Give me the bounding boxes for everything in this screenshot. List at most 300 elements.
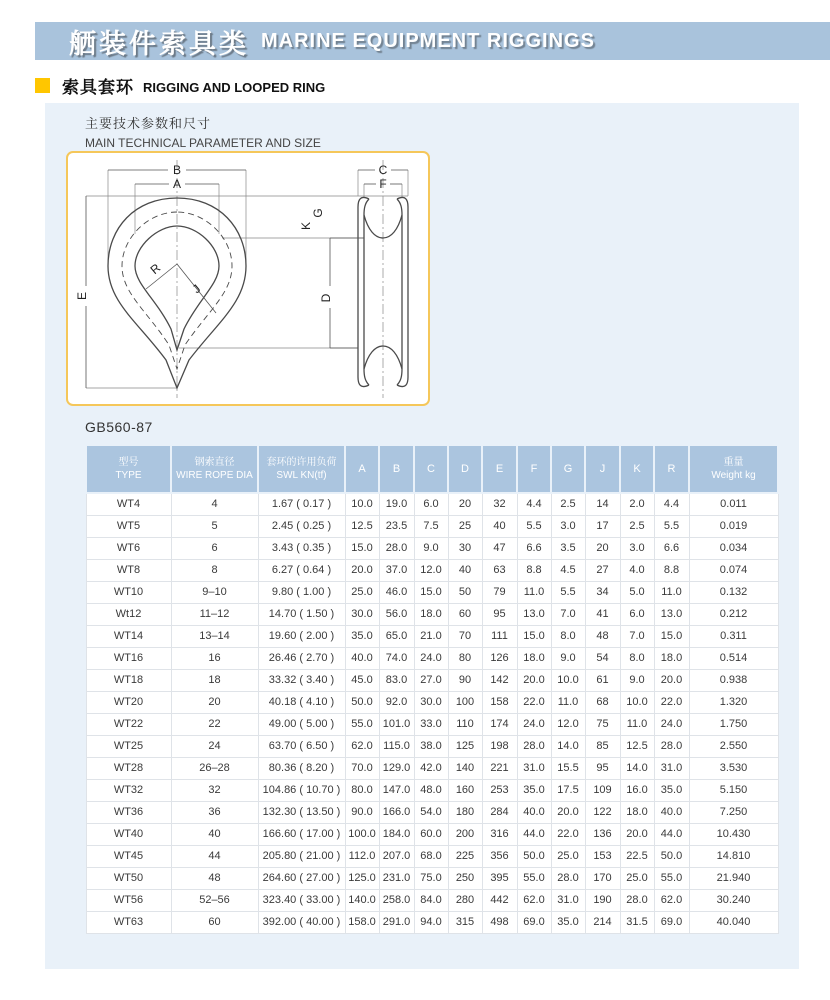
table-cell: 17 xyxy=(585,515,620,537)
table-cell: 27 xyxy=(585,559,620,581)
table-cell: 50.0 xyxy=(345,691,379,713)
table-cell: 13.0 xyxy=(654,603,689,625)
dim-label-r: R xyxy=(147,260,164,278)
table-cell: 21.940 xyxy=(689,867,778,889)
table-cell: 30 xyxy=(448,537,482,559)
table-cell: 46.0 xyxy=(379,581,414,603)
table-cell: 132.30 ( 13.50 ) xyxy=(258,801,345,823)
table-cell: WT50 xyxy=(86,867,171,889)
table-cell: 7.250 xyxy=(689,801,778,823)
table-cell: WT32 xyxy=(86,779,171,801)
table-cell: 2.550 xyxy=(689,735,778,757)
section-title-zh: 索具套环 xyxy=(62,78,134,97)
table-cell: 1.750 xyxy=(689,713,778,735)
table-row xyxy=(86,669,778,691)
table-cell: 54.0 xyxy=(414,801,448,823)
table-cell: 356 xyxy=(482,845,517,867)
table-cell: 316 xyxy=(482,823,517,845)
page-banner xyxy=(35,22,830,60)
table-cell: 18.0 xyxy=(654,647,689,669)
table-row xyxy=(86,691,778,713)
table-cell: 40.0 xyxy=(345,647,379,669)
table-cell: 442 xyxy=(482,889,517,911)
table-cell: 32 xyxy=(171,779,258,801)
table-cell: 231.0 xyxy=(379,867,414,889)
table-cell: 10.0 xyxy=(345,493,379,515)
dim-label-k: K xyxy=(299,221,313,231)
table-cell: 0.074 xyxy=(689,559,778,581)
table-cell: 20.0 xyxy=(517,669,551,691)
table-cell: WT14 xyxy=(86,625,171,647)
table-cell: 225 xyxy=(448,845,482,867)
table-cell: 31.0 xyxy=(654,757,689,779)
table-cell: 90.0 xyxy=(345,801,379,823)
table-cell: 40.18 ( 4.10 ) xyxy=(258,691,345,713)
table-cell: 40 xyxy=(171,823,258,845)
table-cell: 31.0 xyxy=(551,889,585,911)
table-cell: 15.0 xyxy=(517,625,551,647)
table-cell: 8.0 xyxy=(551,625,585,647)
table-cell: 83.0 xyxy=(379,669,414,691)
table-row xyxy=(86,757,778,779)
column-header: E xyxy=(482,445,517,493)
table-cell: 28.0 xyxy=(654,735,689,757)
table-row xyxy=(86,647,778,669)
table-cell: 47 xyxy=(482,537,517,559)
yellow-bullet-icon xyxy=(35,78,50,93)
table-cell: 42.0 xyxy=(414,757,448,779)
table-row xyxy=(86,559,778,581)
table-cell: 4.4 xyxy=(517,493,551,515)
table-cell: WT10 xyxy=(86,581,171,603)
table-cell: 153 xyxy=(585,845,620,867)
table-cell: 395 xyxy=(482,867,517,889)
table-cell: 35.0 xyxy=(517,779,551,801)
table-cell: 4 xyxy=(171,493,258,515)
table-cell: 68.0 xyxy=(414,845,448,867)
table-cell: 0.034 xyxy=(689,537,778,559)
table-cell: 2.45 ( 0.25 ) xyxy=(258,515,345,537)
table-cell: 62.0 xyxy=(345,735,379,757)
table-cell: 8 xyxy=(171,559,258,581)
table-cell: 22.5 xyxy=(620,845,654,867)
table-cell: 14.0 xyxy=(620,757,654,779)
table-cell: WT18 xyxy=(86,669,171,691)
table-cell: 84.0 xyxy=(414,889,448,911)
table-cell: 30.240 xyxy=(689,889,778,911)
table-cell: 55.0 xyxy=(654,867,689,889)
table-cell: 17.5 xyxy=(551,779,585,801)
table-cell: 55.0 xyxy=(517,867,551,889)
table-cell: 52–56 xyxy=(171,889,258,911)
table-cell: WT36 xyxy=(86,801,171,823)
column-header: J xyxy=(585,445,620,493)
table-cell: 109 xyxy=(585,779,620,801)
table-cell: 20.0 xyxy=(654,669,689,691)
table-cell: 49.00 ( 5.00 ) xyxy=(258,713,345,735)
table-cell: 22.0 xyxy=(551,823,585,845)
column-header: 钢索直径 WIRE ROPE DIA xyxy=(171,445,258,493)
table-cell: 125 xyxy=(448,735,482,757)
table-cell: 0.514 xyxy=(689,647,778,669)
table-cell: 10.0 xyxy=(551,669,585,691)
table-cell: 115.0 xyxy=(379,735,414,757)
table-cell: 20 xyxy=(171,691,258,713)
dim-label-j: J xyxy=(189,281,204,297)
table-cell: 60.0 xyxy=(414,823,448,845)
table-cell: 28.0 xyxy=(551,867,585,889)
table-row xyxy=(86,713,778,735)
table-cell: 140 xyxy=(448,757,482,779)
table-cell: 3.5 xyxy=(551,537,585,559)
table-cell: 35.0 xyxy=(654,779,689,801)
table-cell: 5.5 xyxy=(517,515,551,537)
table-cell: 20 xyxy=(585,537,620,559)
table-row xyxy=(86,911,778,933)
table-cell: 20.0 xyxy=(620,823,654,845)
table-cell: 11.0 xyxy=(517,581,551,603)
table-cell: 140.0 xyxy=(345,889,379,911)
panel-subtitle xyxy=(85,113,321,150)
table-cell: 0.311 xyxy=(689,625,778,647)
spec-table-wrap xyxy=(85,444,777,934)
table-cell: 264.60 ( 27.00 ) xyxy=(258,867,345,889)
table-cell: 6 xyxy=(171,537,258,559)
table-cell: WT40 xyxy=(86,823,171,845)
table-cell: 80 xyxy=(448,647,482,669)
table-cell: 24.0 xyxy=(517,713,551,735)
table-cell: 22.0 xyxy=(517,691,551,713)
table-cell: 5 xyxy=(171,515,258,537)
table-cell: WT5 xyxy=(86,515,171,537)
table-cell: 8.0 xyxy=(620,647,654,669)
table-cell: 7.0 xyxy=(551,603,585,625)
table-cell: 101.0 xyxy=(379,713,414,735)
table-cell: 35.0 xyxy=(551,911,585,933)
column-header: C xyxy=(414,445,448,493)
table-cell: 62.0 xyxy=(517,889,551,911)
table-cell: 15.0 xyxy=(654,625,689,647)
table-cell: 44.0 xyxy=(517,823,551,845)
table-cell: 258.0 xyxy=(379,889,414,911)
table-cell: 62.0 xyxy=(654,889,689,911)
table-cell: 15.0 xyxy=(414,581,448,603)
table-header-row xyxy=(86,445,778,493)
table-cell: 158.0 xyxy=(345,911,379,933)
table-cell: 207.0 xyxy=(379,845,414,867)
column-header: G xyxy=(551,445,585,493)
table-cell: 37.0 xyxy=(379,559,414,581)
dim-label-e: E xyxy=(75,291,89,301)
table-cell: 19.0 xyxy=(379,493,414,515)
table-cell: 498 xyxy=(482,911,517,933)
table-cell: 0.019 xyxy=(689,515,778,537)
table-cell: 10.0 xyxy=(620,691,654,713)
table-cell: 190 xyxy=(585,889,620,911)
table-cell: 79 xyxy=(482,581,517,603)
table-row xyxy=(86,515,778,537)
table-cell: 11.0 xyxy=(654,581,689,603)
column-header: 套环的许用负荷 SWL KN(tf) xyxy=(258,445,345,493)
table-cell: 13.0 xyxy=(517,603,551,625)
table-cell: 111 xyxy=(482,625,517,647)
table-cell: 14 xyxy=(585,493,620,515)
table-cell: 12.5 xyxy=(345,515,379,537)
table-row xyxy=(86,779,778,801)
table-cell: 25 xyxy=(448,515,482,537)
table-cell: 50 xyxy=(448,581,482,603)
table-row xyxy=(86,889,778,911)
table-cell: 7.0 xyxy=(620,625,654,647)
table-cell: 11–12 xyxy=(171,603,258,625)
table-cell: 4.5 xyxy=(551,559,585,581)
table-cell: 1.320 xyxy=(689,691,778,713)
table-cell: 63.70 ( 6.50 ) xyxy=(258,735,345,757)
table-cell: 280 xyxy=(448,889,482,911)
table-cell: 22.0 xyxy=(654,691,689,713)
table-cell: 14.70 ( 1.50 ) xyxy=(258,603,345,625)
dim-label-d: D xyxy=(319,293,333,303)
table-cell: 323.40 ( 33.00 ) xyxy=(258,889,345,911)
table-cell: 28.0 xyxy=(379,537,414,559)
table-cell: 2.5 xyxy=(551,493,585,515)
table-cell: 100 xyxy=(448,691,482,713)
table-cell: 14.0 xyxy=(551,735,585,757)
table-cell: 0.132 xyxy=(689,581,778,603)
table-cell: 69.0 xyxy=(517,911,551,933)
table-cell: 5.5 xyxy=(654,515,689,537)
table-cell: 11.0 xyxy=(551,691,585,713)
table-cell: 15.0 xyxy=(345,537,379,559)
table-cell: 24 xyxy=(171,735,258,757)
table-cell: 11.0 xyxy=(620,713,654,735)
table-cell: WT8 xyxy=(86,559,171,581)
table-cell: 5.5 xyxy=(551,581,585,603)
table-cell: 75.0 xyxy=(414,867,448,889)
table-cell: 36 xyxy=(171,801,258,823)
table-cell: 38.0 xyxy=(414,735,448,757)
table-cell: 100.0 xyxy=(345,823,379,845)
table-cell: 136 xyxy=(585,823,620,845)
banner-title-en: MARINE EQUIPMENT RIGGINGS xyxy=(261,29,595,52)
table-cell: WT4 xyxy=(86,493,171,515)
table-row xyxy=(86,735,778,757)
table-cell: 50.0 xyxy=(517,845,551,867)
table-cell: 20 xyxy=(448,493,482,515)
table-cell: 0.011 xyxy=(689,493,778,515)
table-cell: 9.80 ( 1.00 ) xyxy=(258,581,345,603)
table-cell: 30.0 xyxy=(414,691,448,713)
table-cell: 25.0 xyxy=(345,581,379,603)
table-cell: 35.0 xyxy=(345,625,379,647)
table-cell: 25.0 xyxy=(551,845,585,867)
table-cell: 166.60 ( 17.00 ) xyxy=(258,823,345,845)
table-cell: 170 xyxy=(585,867,620,889)
table-cell: 12.0 xyxy=(414,559,448,581)
table-cell: 75 xyxy=(585,713,620,735)
table-cell: 45.0 xyxy=(345,669,379,691)
table-cell: 40.0 xyxy=(654,801,689,823)
table-cell: 24.0 xyxy=(654,713,689,735)
table-row xyxy=(86,845,778,867)
table-cell: 126 xyxy=(482,647,517,669)
technical-drawing-box xyxy=(66,151,430,406)
table-cell: 2.5 xyxy=(620,515,654,537)
table-cell: 15.5 xyxy=(551,757,585,779)
table-cell: 48 xyxy=(585,625,620,647)
section-title-en: RIGGING AND LOOPED RING xyxy=(143,79,326,95)
subtitle-zh: 主要技术参数和尺寸 xyxy=(85,116,212,131)
table-cell: 24.0 xyxy=(414,647,448,669)
table-cell: 19.60 ( 2.00 ) xyxy=(258,625,345,647)
table-cell: 110 xyxy=(448,713,482,735)
table-cell: 74.0 xyxy=(379,647,414,669)
table-row xyxy=(86,867,778,889)
table-cell: 21.0 xyxy=(414,625,448,647)
dim-label-g: G xyxy=(311,208,325,218)
banner-title-zh: 舾装件索具类 xyxy=(69,28,249,59)
table-cell: 26.46 ( 2.70 ) xyxy=(258,647,345,669)
table-cell: 205.80 ( 21.00 ) xyxy=(258,845,345,867)
table-cell: 3.530 xyxy=(689,757,778,779)
table-cell: 40.0 xyxy=(517,801,551,823)
table-cell: 147.0 xyxy=(379,779,414,801)
table-cell: WT6 xyxy=(86,537,171,559)
table-cell: 6.6 xyxy=(654,537,689,559)
column-header: B xyxy=(379,445,414,493)
dim-label-c: C xyxy=(378,163,388,177)
table-cell: 50.0 xyxy=(654,845,689,867)
table-cell: 0.212 xyxy=(689,603,778,625)
table-cell: 27.0 xyxy=(414,669,448,691)
table-cell: 34 xyxy=(585,581,620,603)
column-header: R xyxy=(654,445,689,493)
table-cell: 94.0 xyxy=(414,911,448,933)
table-cell: 3.0 xyxy=(620,537,654,559)
table-cell: 16.0 xyxy=(620,779,654,801)
table-cell: 20.0 xyxy=(551,801,585,823)
table-cell: 32 xyxy=(482,493,517,515)
table-cell: 44 xyxy=(171,845,258,867)
table-cell: 63 xyxy=(482,559,517,581)
table-cell: 1.67 ( 0.17 ) xyxy=(258,493,345,515)
subtitle-en: MAIN TECHNICAL PARAMETER AND SIZE xyxy=(85,136,321,150)
table-cell: 60 xyxy=(448,603,482,625)
table-cell: 70 xyxy=(448,625,482,647)
table-cell: 129.0 xyxy=(379,757,414,779)
table-cell: 69.0 xyxy=(654,911,689,933)
table-cell: 61 xyxy=(585,669,620,691)
table-cell: 214 xyxy=(585,911,620,933)
table-cell: 3.0 xyxy=(551,515,585,537)
table-cell: 8.8 xyxy=(517,559,551,581)
table-cell: 166.0 xyxy=(379,801,414,823)
table-cell: 9.0 xyxy=(551,647,585,669)
table-cell: 18.0 xyxy=(620,801,654,823)
table-cell: 28.0 xyxy=(517,735,551,757)
table-cell: 40.040 xyxy=(689,911,778,933)
table-cell: 9.0 xyxy=(414,537,448,559)
table-cell: 20.0 xyxy=(345,559,379,581)
table-cell: 33.32 ( 3.40 ) xyxy=(258,669,345,691)
table-cell: 184.0 xyxy=(379,823,414,845)
table-cell: WT22 xyxy=(86,713,171,735)
table-cell: 8.8 xyxy=(654,559,689,581)
table-cell: 48 xyxy=(171,867,258,889)
table-cell: 7.5 xyxy=(414,515,448,537)
table-cell: 6.0 xyxy=(414,493,448,515)
table-cell: 125.0 xyxy=(345,867,379,889)
table-cell: WT16 xyxy=(86,647,171,669)
column-header: 重量 Weight kg xyxy=(689,445,778,493)
table-cell: 30.0 xyxy=(345,603,379,625)
column-header: D xyxy=(448,445,482,493)
table-cell: 23.5 xyxy=(379,515,414,537)
table-cell: 104.86 ( 10.70 ) xyxy=(258,779,345,801)
column-header: A xyxy=(345,445,379,493)
table-cell: WT63 xyxy=(86,911,171,933)
table-cell: 0.938 xyxy=(689,669,778,691)
column-header: 型号 TYPE xyxy=(86,445,171,493)
table-cell: WT28 xyxy=(86,757,171,779)
table-cell: 70.0 xyxy=(345,757,379,779)
dim-label-b: B xyxy=(172,163,182,177)
table-cell: 142 xyxy=(482,669,517,691)
table-cell: 16 xyxy=(171,647,258,669)
table-cell: 80.36 ( 8.20 ) xyxy=(258,757,345,779)
table-cell: 40 xyxy=(448,559,482,581)
table-cell: 180 xyxy=(448,801,482,823)
table-cell: 14.810 xyxy=(689,845,778,867)
table-cell: 174 xyxy=(482,713,517,735)
section-heading xyxy=(35,73,325,98)
table-cell: 26–28 xyxy=(171,757,258,779)
table-cell: WT56 xyxy=(86,889,171,911)
table-cell: 18.0 xyxy=(517,647,551,669)
table-cell: 92.0 xyxy=(379,691,414,713)
table-cell: 18 xyxy=(171,669,258,691)
table-cell: 85 xyxy=(585,735,620,757)
table-cell: 6.0 xyxy=(620,603,654,625)
table-cell: 33.0 xyxy=(414,713,448,735)
table-cell: 253 xyxy=(482,779,517,801)
table-cell: 200 xyxy=(448,823,482,845)
spec-table xyxy=(85,444,779,934)
table-cell: 4.0 xyxy=(620,559,654,581)
table-cell: 5.0 xyxy=(620,581,654,603)
table-cell: 55.0 xyxy=(345,713,379,735)
table-cell: 68 xyxy=(585,691,620,713)
table-row xyxy=(86,625,778,647)
table-cell: 158 xyxy=(482,691,517,713)
content-panel xyxy=(45,103,799,969)
table-cell: 12.5 xyxy=(620,735,654,757)
column-header: K xyxy=(620,445,654,493)
table-cell: 12.0 xyxy=(551,713,585,735)
table-cell: 3.43 ( 0.35 ) xyxy=(258,537,345,559)
table-cell: 160 xyxy=(448,779,482,801)
table-cell: 54 xyxy=(585,647,620,669)
table-cell: WT20 xyxy=(86,691,171,713)
table-cell: 10.430 xyxy=(689,823,778,845)
table-cell: 60 xyxy=(171,911,258,933)
column-header: F xyxy=(517,445,551,493)
table-cell: 80.0 xyxy=(345,779,379,801)
table-cell: 13–14 xyxy=(171,625,258,647)
table-row xyxy=(86,823,778,845)
table-cell: 284 xyxy=(482,801,517,823)
table-cell: 198 xyxy=(482,735,517,757)
